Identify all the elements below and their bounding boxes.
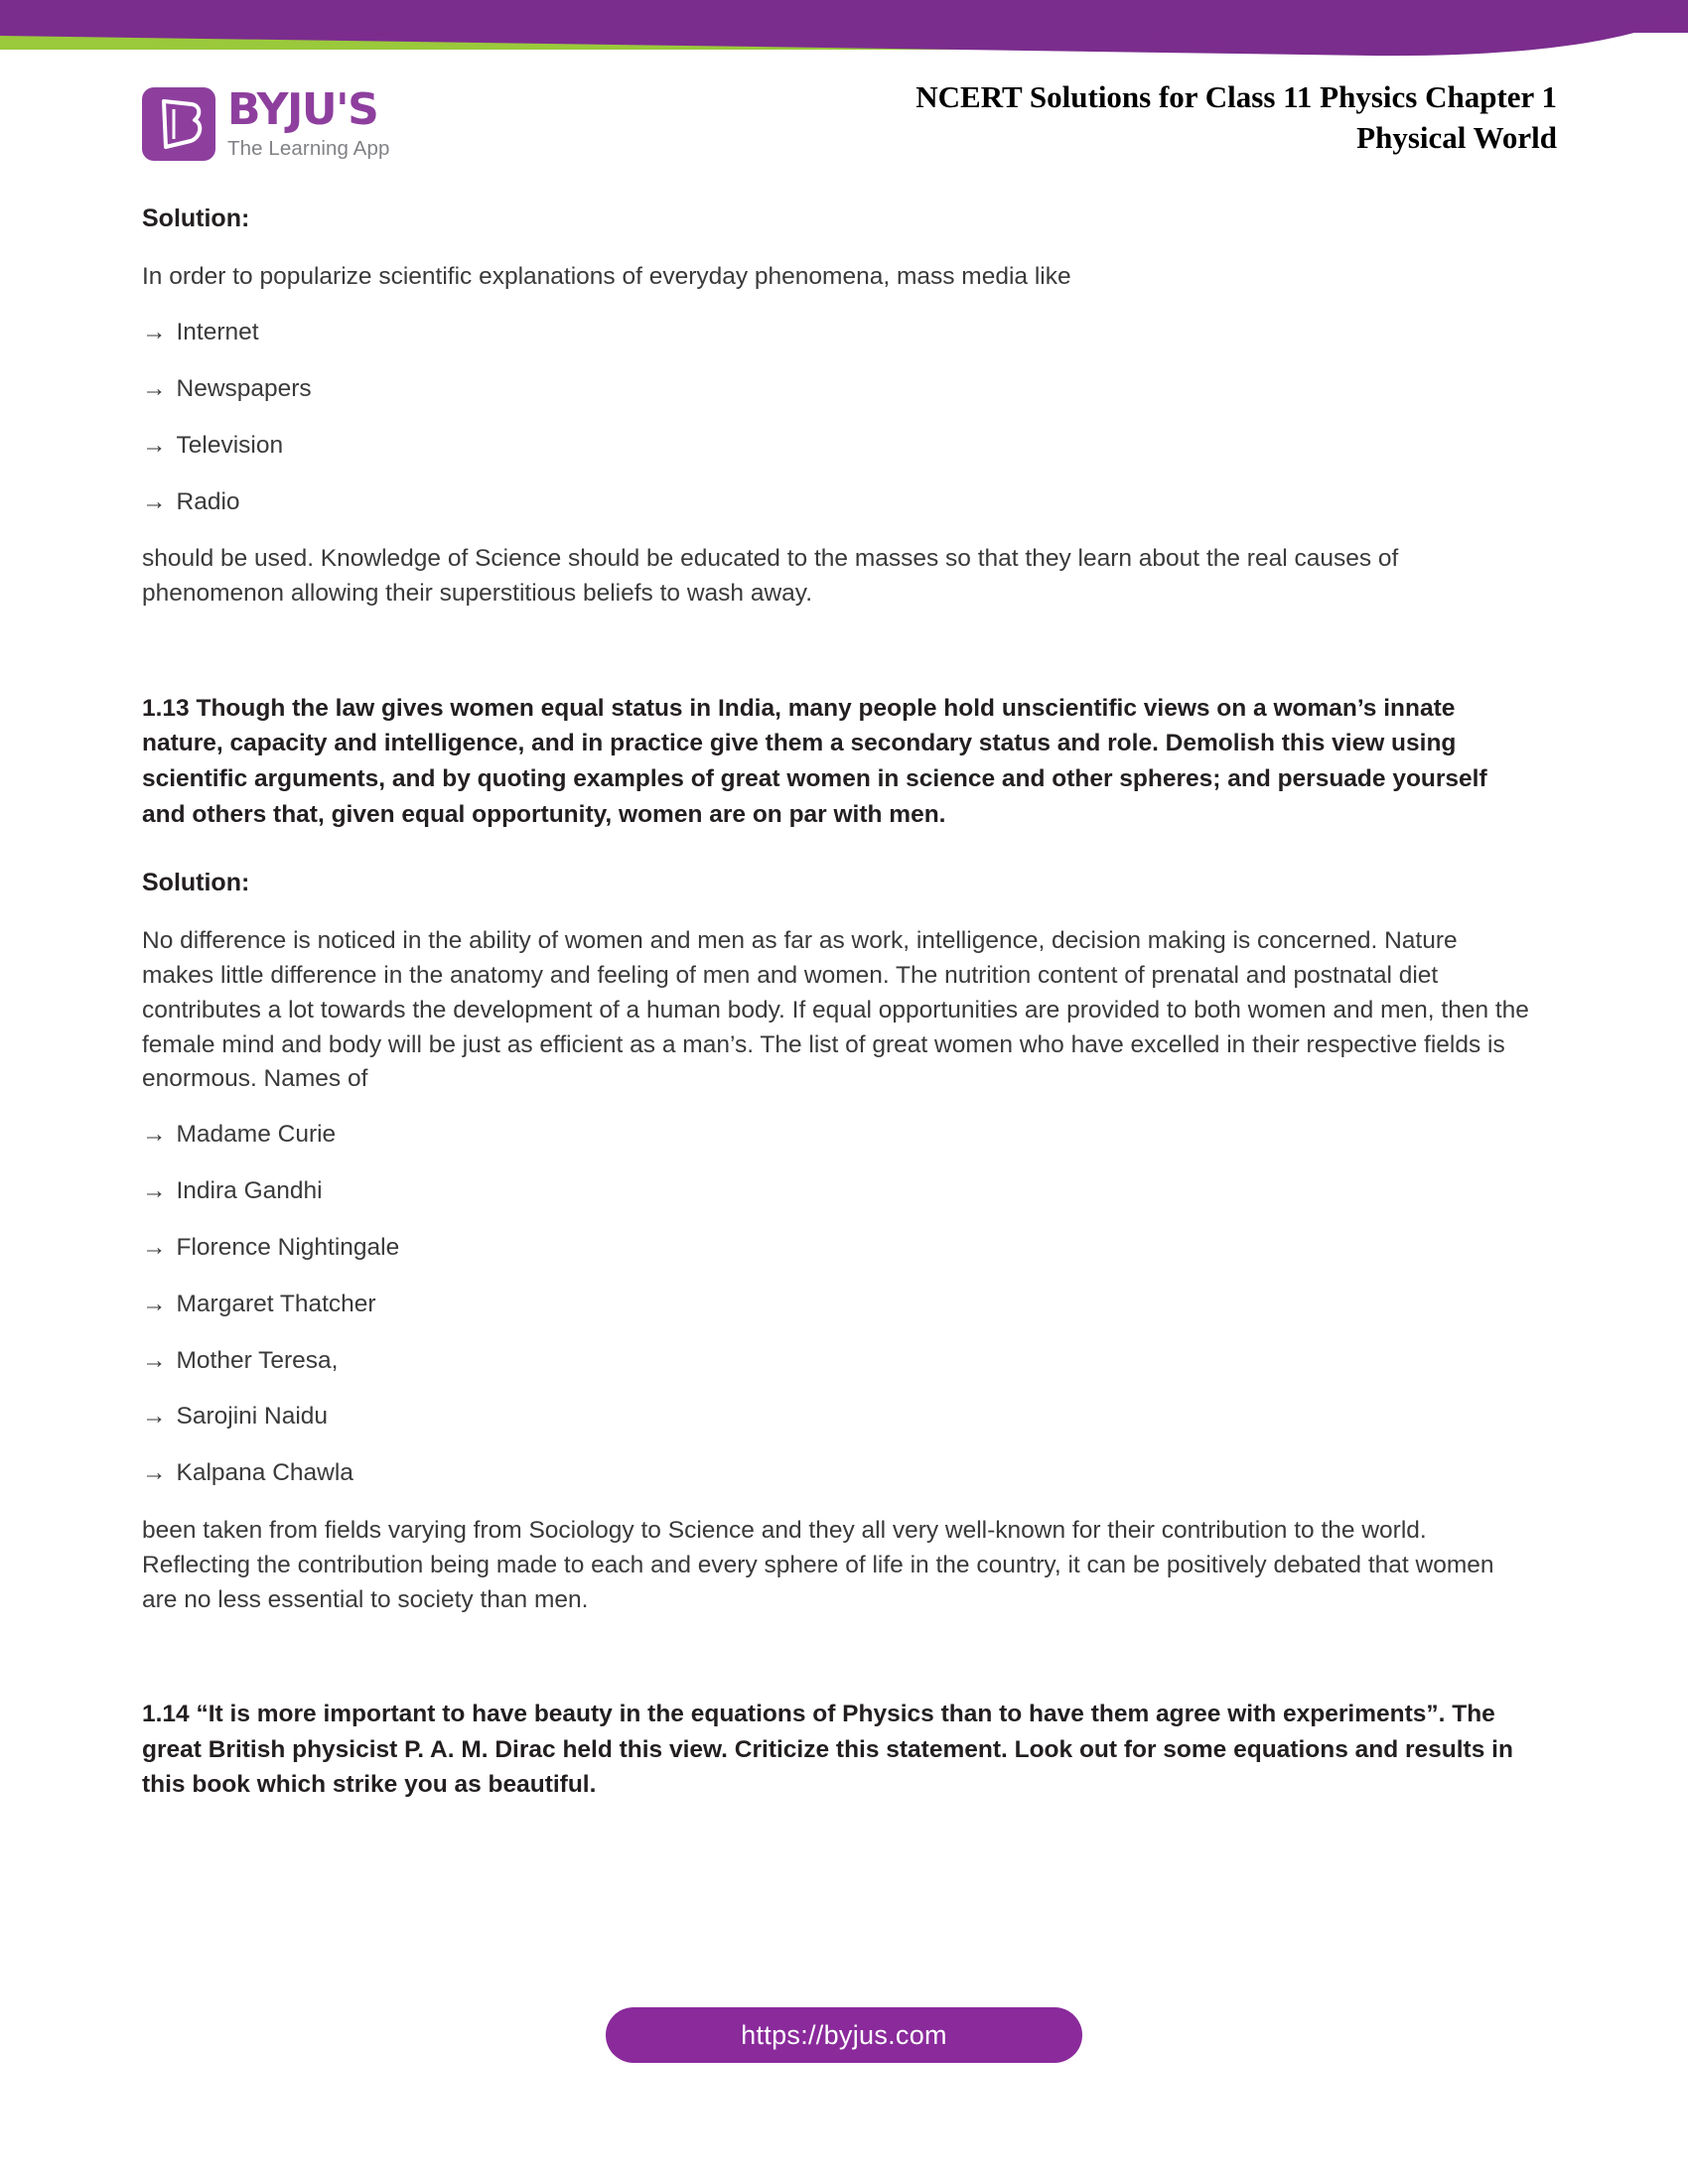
page-title-line1: NCERT Solutions for Class 11 Physics Chapter 1 — [915, 79, 1557, 114]
purple-band-curve-tail — [1142, 8, 1688, 53]
intro-paragraph: In order to popularize scientific explanations of everyday phenomena, mass media like — [142, 263, 1071, 291]
page-title — [663, 77, 1557, 159]
list-item — [142, 1401, 1532, 1433]
list-item-label: Sarojini Naidu — [176, 1403, 329, 1431]
solution-1-13-paragraph: No difference is noticed in the ability of women and men as far as work, intelligence, decision making is concerned. Nature makes little difference in the anatomy and feeling of men and women. The nutrition content of prenatal and postnatal diet contributes a lot towards the development of a human body. If equal opportunities are provided to both women and men, then the female mind and body will be just as efficient as a man’s. The list of great women who have excelled in their respective fields is enormous. Names of — [142, 927, 1529, 1093]
list-item-label: Newspapers — [176, 374, 312, 402]
question-1-13: 1.13 Though the law gives women equal status in India, many people hold unscientific views on a woman’s innate nature, capacity and intelligence, and in practice give them a secondary status and role. Demolish this view using scientific arguments, and by quoting examples of great women in science and other spheres; and persuade yourself and others that, given equal opportunity, women are on par with men. — [142, 694, 1487, 828]
byjus-logo — [142, 84, 390, 161]
list-item — [142, 317, 1532, 348]
byjus-wordmark: BYJU'S — [227, 84, 378, 135]
list-item-label: Margaret Thatcher — [176, 1290, 376, 1317]
solution-heading-1: Solution: — [142, 205, 250, 232]
list-item — [142, 1175, 1532, 1207]
list-item-label: Internet — [176, 319, 259, 346]
byjus-website-button[interactable] — [606, 2007, 1082, 2063]
list-item — [142, 1119, 1532, 1151]
arrow-right-icon: → — [142, 1121, 167, 1149]
arrow-right-icon: → — [142, 1459, 167, 1487]
purple-band-shape — [0, 0, 1688, 56]
list-item — [142, 430, 1532, 462]
list-item-label: Kalpana Chawla — [176, 1459, 353, 1487]
section-spacer — [142, 832, 1532, 868]
list-item-label: Madame Curie — [176, 1121, 337, 1149]
section-spacer — [142, 633, 1532, 691]
solution-heading-2: Solution: — [142, 869, 250, 897]
after-media-paragraph: should be used. Knowledge of Science should be educated to the masses so that they learn about the real causes of phenomenon allowing their superstitious beliefs to wash away. — [142, 545, 1399, 608]
arrow-right-icon: → — [142, 487, 167, 515]
green-band-shape — [0, 0, 1394, 50]
question-1-14: 1.14 “It is more important to have beauty in the equations of Physics than to have them agree with experiments”. The great British physicist P. A. M. Dirac held this view. Criticize this statement. Look out for some equations and results in this book which strike you as beautiful. — [142, 1701, 1513, 1799]
arrow-right-icon: → — [142, 319, 167, 346]
after-women-paragraph: been taken from fields varying from Sociology to Science and they all very well-known for their contribution to the world. Reflecting the contribution being made to each and every sphere of life in the country, it can be positively debated that women are no less essential to society than men. — [142, 1517, 1494, 1613]
list-item-label: Indira Gandhi — [176, 1177, 323, 1205]
section-spacer — [142, 1639, 1532, 1697]
byjus-logo-mark-icon — [142, 87, 215, 161]
arrow-right-icon: → — [142, 431, 167, 459]
arrow-right-icon: → — [142, 374, 167, 402]
list-item — [142, 373, 1532, 405]
arrow-right-icon: → — [142, 1290, 167, 1317]
list-item-label: Mother Teresa, — [176, 1346, 339, 1374]
list-item-label: Television — [176, 431, 284, 459]
byjus-tagline: The Learning App — [227, 137, 390, 160]
arrow-right-icon: → — [142, 1346, 167, 1374]
list-item — [142, 1457, 1532, 1489]
list-item-label: Florence Nightingale — [176, 1233, 400, 1261]
list-item — [142, 1232, 1532, 1264]
arrow-right-icon: → — [142, 1403, 167, 1431]
list-item — [142, 486, 1532, 518]
arrow-right-icon: → — [142, 1177, 167, 1205]
list-item — [142, 1345, 1532, 1377]
byjus-website-url: https://byjus.com — [741, 2019, 947, 2050]
document-body — [142, 204, 1532, 1803]
list-item-label: Radio — [176, 487, 240, 515]
arrow-right-icon: → — [142, 1233, 167, 1261]
page-title-line2: Physical World — [1356, 119, 1557, 155]
list-item — [142, 1289, 1532, 1320]
